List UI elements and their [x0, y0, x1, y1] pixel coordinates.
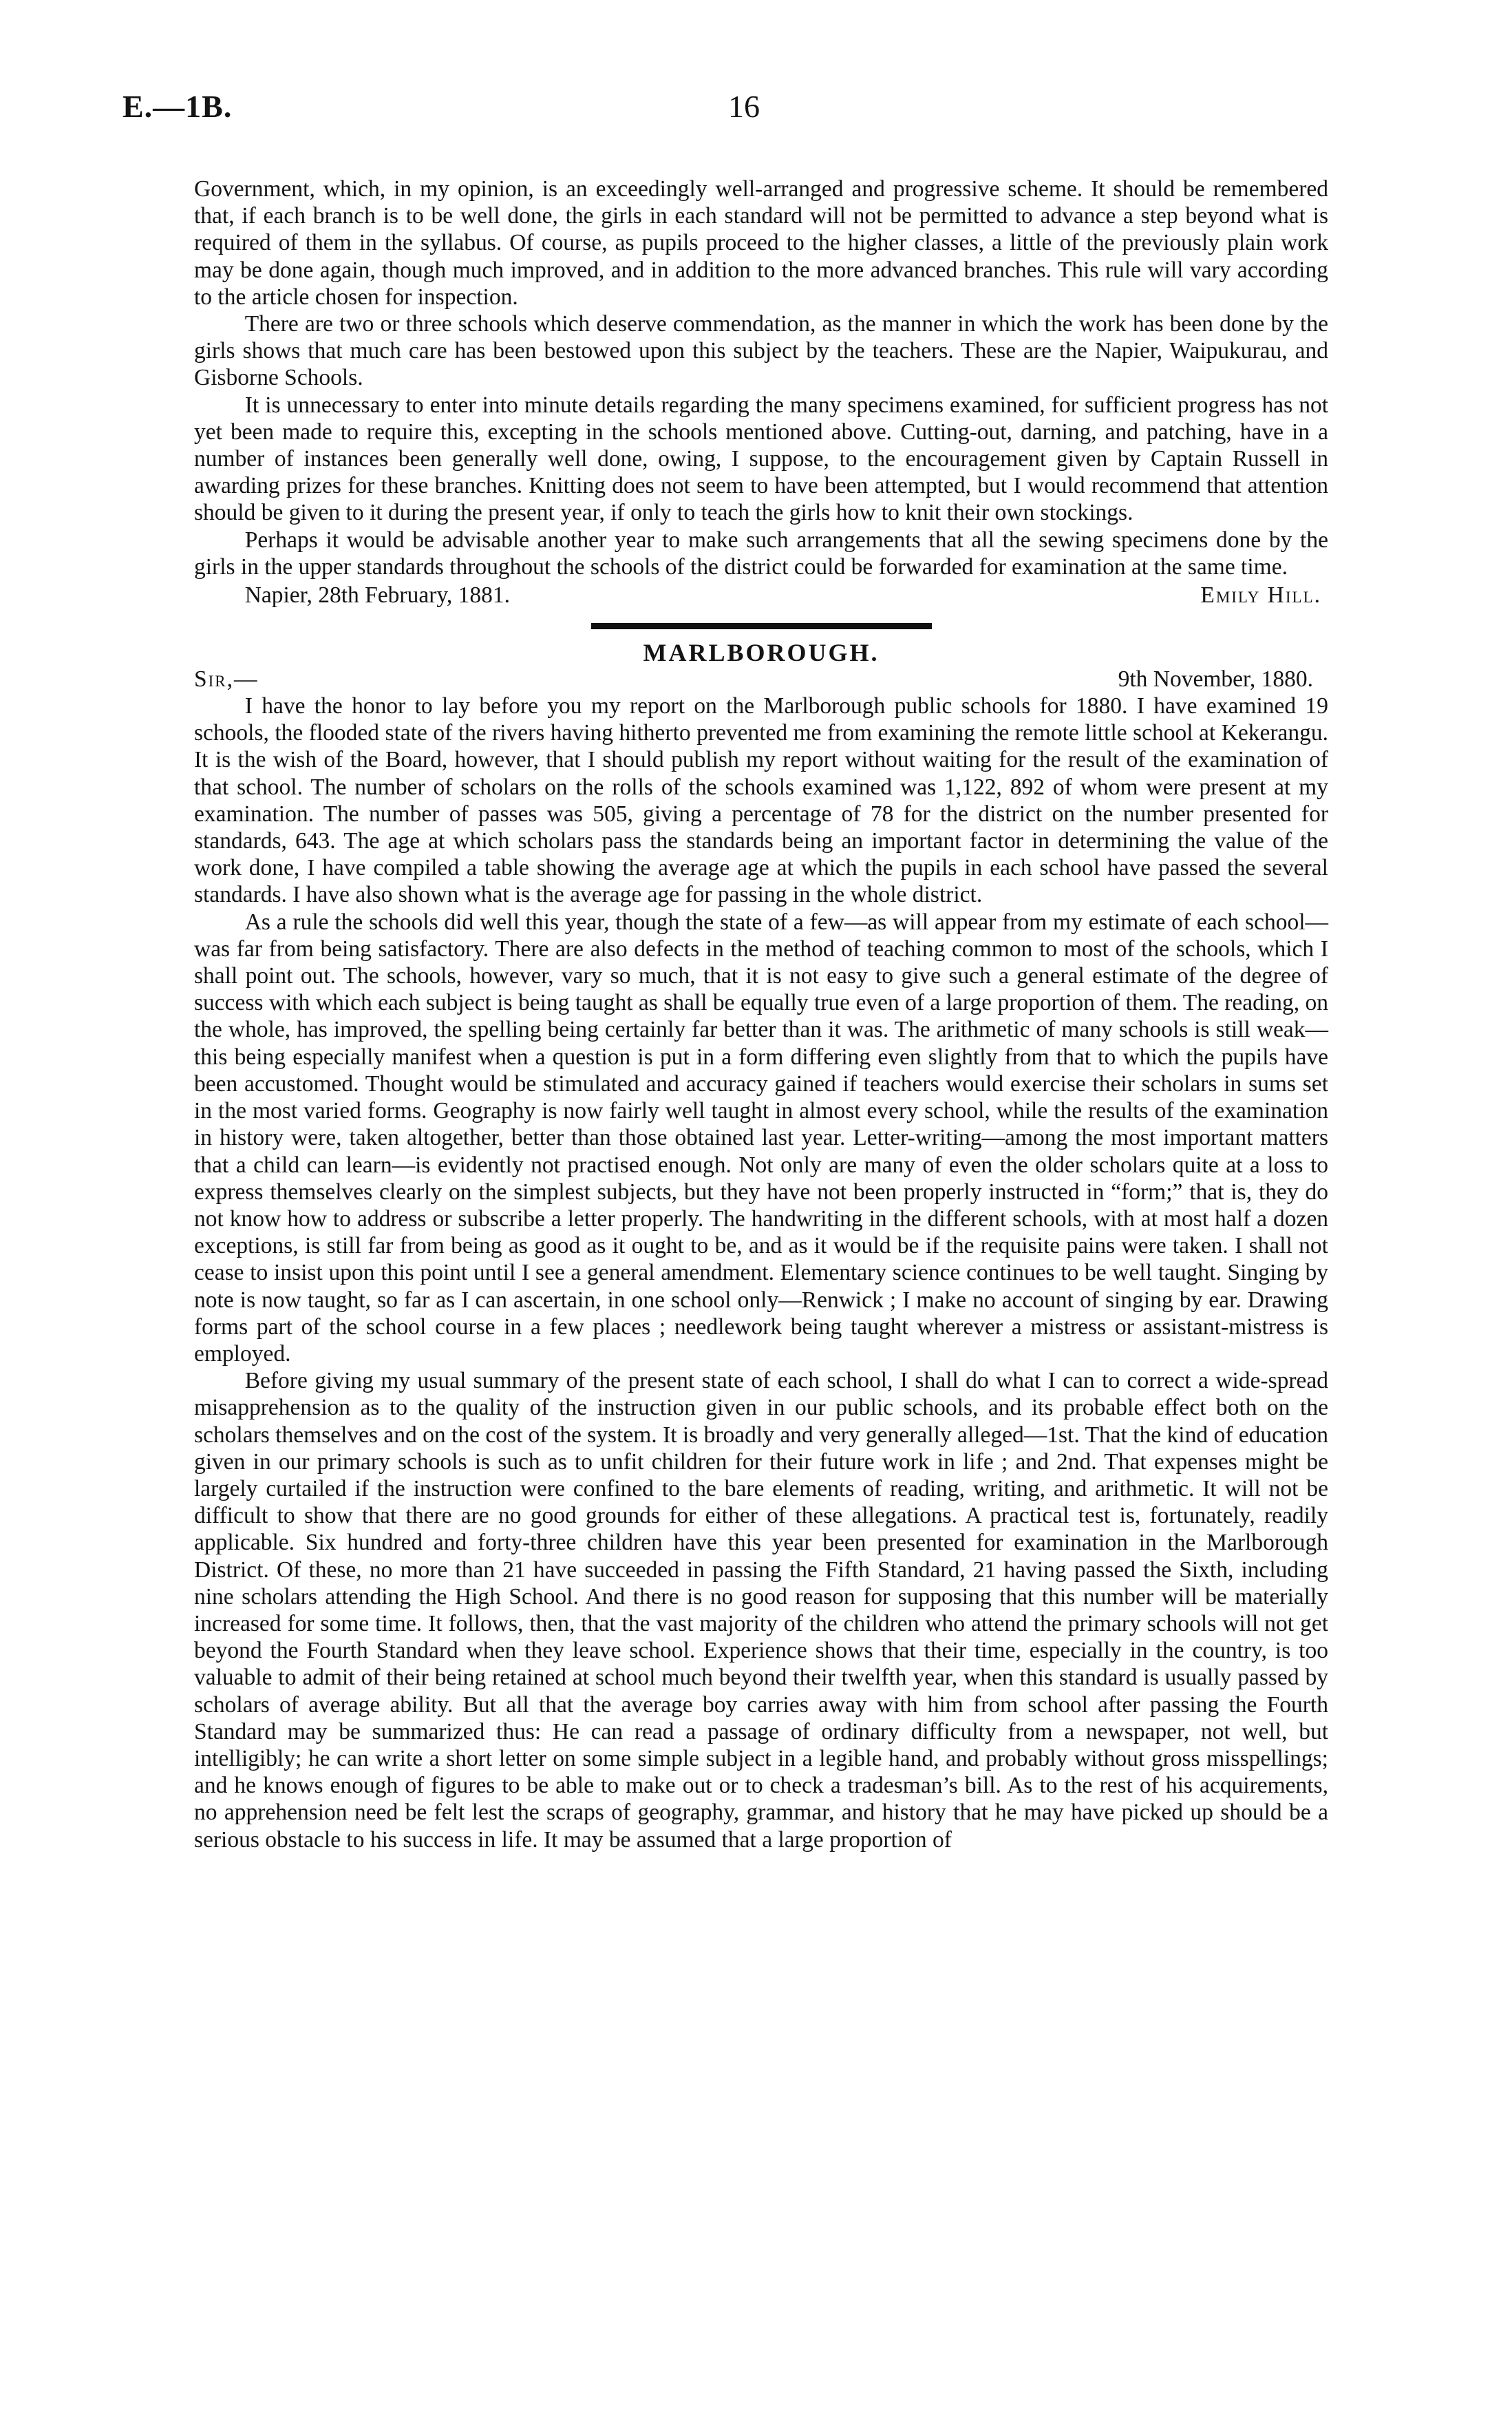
letter-date: 9th November, 1880.: [1118, 666, 1313, 693]
paragraph: Perhaps it would be advisable another year to make such arrangements that all the sewing specimens done by the girls in the upper standards throughout the schools of the district could be forwarded for examination at the same time.: [194, 527, 1328, 580]
report-signoff: [194, 582, 1328, 609]
marlborough-report: [194, 639, 1328, 1853]
salutation-line: [194, 666, 1328, 693]
paragraph: I have the honor to lay before you my report on the Marlborough public schools for 1880. I have examined 19 schools, the flooded state of the rivers having hitherto prevented me from examining the remote little school at Kekerangu. It is the wish of the Board, however, that I should publish my report without waiting for the result of the examination of that school. The number of scholars on the rolls of the schools examined was 1,122, 892 of whom were present at my examination. The number of passes was 505, giving a percentage of 78 for the district on the number presented for standards, 643. The age at which scholars pass the standards being an important factor in determining the value of the work done, I have compiled a table showing the average age at which the pupils in each school have passed the several standards. I have also shown what is the average age for passing in the whole district.: [194, 693, 1328, 908]
section-divider: [591, 623, 932, 629]
paragraph: Government, which, in my opinion, is an exceedingly well-arranged and progressive scheme. It should be remembered that, if each branch is to be well done, the girls in each standard will not be permitted to advance a step beyond what is required of them in the syllabus. Of course, as pupils proceed to the higher classes, a little of the previously plain work may be done again, though much improved, and in addition to the more advanced branches. This rule will vary according to the article chosen for inspection.: [194, 176, 1328, 310]
paragraph: There are two or three schools which deserve commendation, as the manner in which the work has been done by the girls shows that much care has been bestowed upon this subject by the teachers. These are the Napier, Waipukurau, and Gisborne Schools.: [194, 311, 1328, 391]
section-title: MARLBOROUGH.: [643, 639, 880, 667]
sewing-report-continuation: [194, 176, 1328, 609]
paragraph: Before giving my usual summary of the present state of each school, I shall do what I can to correct a wide-spread misapprehension as to the quality of the instruction given in our public schools, and its probable effect both on the scholars themselves and on the cost of the system. It is broadly and very generally alleged—1st. That the kind of education given in our primary schools is such as to unfit children for their future work in life ; and 2nd. That expenses might be largely curtailed if the instruction were confined to the bare elements of reading, writing, and arithmetic. It will not be difficult to show that there are no good grounds for either of these allegations. A practical test is, fortunately, readily applicable. Six hundred and forty-three children have this year been presented for examination in the Marlborough District. Of these, no more than 21 have succeeded in passing the Fifth Standard, 21 having passed the Sixth, including nine scholars attending the High School. And there is no good reason for supposing that this number will be materially increased for some time. It follows, then, that the vast majority of the children who attend the primary schools will not get beyond the Fourth Standard when they leave school. Experience shows that their time, especially in the country, is too valuable to admit of their being retained at school much beyond their twelfth year, when this standard is usually passed by scholars of average ability. But all that the average boy carries away with him from school after passing the Fourth Standard may be summarized thus: He can read a passage of ordinary difficulty from a newspaper, not well, but intelligibly; he can write a short letter on some simple subject in a legible hand, and probably without gross misspellings; and he knows enough of figures to be able to make out or to check a tradesman’s bill. As to the rest of his acquirements, no apprehension need be felt lest the scraps of geography, grammar, and history that he may have picked up should be a serious obstacle to his success in life. It may be assumed that a large proportion of: [194, 1368, 1328, 1853]
signature: Emily Hill.: [1200, 582, 1321, 609]
page-number: 16: [728, 89, 760, 124]
salutation: Sir,—: [194, 666, 259, 693]
paragraph: As a rule the schools did well this year, though the state of a few—as will appear from my estimate of each school—was far from being satisfactory. There are also defects in the method of teaching common to most of the schools, which I shall point out. The schools, however, vary so much, that it is not easy to give such a general estimate of the degree of success with which each subject is being taught as shall be equally true even of a large proportion of them. The reading, on the whole, has improved, the spelling being certainly far better than it was. The arithmetic of many schools is still weak—this being especially manifest when a question is put in a form differing even slightly from that to which the pupils have been accustomed. Thought would be stimulated and accuracy gained if teachers would exercise their scholars in sums set in the most varied forms. Geography is now fairly well taught in almost every school, while the results of the examination in history were, taken altogether, better than those obtained last year. Letter-writing—among the most important matters that a child can learn—is evidently not practised enough. Not only are many of even the older scholars quite at a loss to express themselves clearly on the simplest subjects, but they have not been properly instructed in “form;” that is, they do not know how to address or subscribe a letter properly. The handwriting in the different schools, with at most half a dozen exceptions, is still far from being as good as it ought to be, and as it would be if the requisite pains were taken. I shall not cease to insist upon this point until I see a general amendment. Elementary science continues to be well taught. Singing by note is now taught, so far as I can ascertain, in one school only—Renwick ; I make no account of singing by ear. Drawing forms part of the school course in a few places ; needlework being taught wherever a mistress or assistant-mistress is employed.: [194, 909, 1328, 1367]
running-head: [123, 88, 1328, 129]
place-and-date: Napier, 28th February, 1881.: [244, 582, 511, 609]
document-reference: E.—1B.: [123, 89, 233, 124]
paragraph: It is unnecessary to enter into minute details regarding the many specimens examined, for sufficient progress has not yet been made to require this, excepting in the schools mentioned above. Cutting-out, darning, and patching, have in a number of instances been generally well done, owing, I suppose, to the encouragement given by Captain Russell in awarding prizes for these branches. Knitting does not seem to have been attempted, but I would recommend that attention should be given to it during the present year, if only to teach the girls how to knit their own stockings.: [194, 392, 1328, 526]
body-text: [194, 176, 1328, 1853]
